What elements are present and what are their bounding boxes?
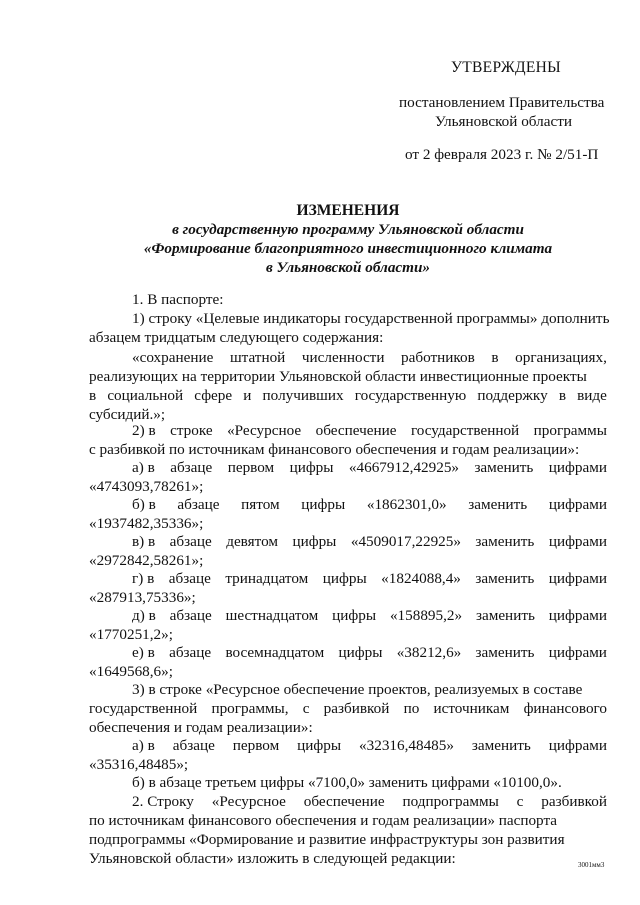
document-subtitle-2: «Формирование благоприятного инвестиционного климата bbox=[143, 240, 553, 257]
body-word: численности bbox=[301, 349, 385, 366]
body-word: разбивкой bbox=[323, 700, 390, 717]
body-word: «сохранение bbox=[132, 349, 214, 366]
body-word: восемнадцатом bbox=[225, 644, 325, 661]
body-word: абзаце bbox=[172, 737, 215, 754]
body-word: цифры bbox=[301, 496, 346, 513]
body-line bbox=[89, 625, 173, 645]
body-word: шестнадцатом bbox=[225, 607, 319, 624]
body-word: цифрами bbox=[548, 644, 607, 661]
body-line bbox=[89, 588, 196, 608]
body-word: б) в абзаце третьем цифры «7100,0» заменить цифрами «10100,0». bbox=[132, 774, 562, 791]
body-line bbox=[132, 792, 607, 812]
body-line bbox=[89, 662, 173, 682]
body-word: «38212,6» bbox=[396, 644, 462, 661]
body-word: Ульяновской области» изложить в следующей редакции: bbox=[89, 850, 456, 867]
body-word: цифрами bbox=[548, 570, 607, 587]
body-line bbox=[132, 569, 607, 589]
body-word: д) в bbox=[132, 607, 156, 624]
body-word: цифрами bbox=[548, 533, 607, 550]
body-word: 1) строку «Целевые индикаторы государственной программы» дополнить bbox=[132, 310, 610, 327]
body-word: с bbox=[302, 700, 310, 717]
body-word: штатной bbox=[229, 349, 286, 366]
body-word: б) в bbox=[132, 496, 156, 513]
body-word: с разбивкой по источникам финансового обеспечения и годам реализации»: bbox=[89, 441, 580, 458]
body-word: обеспечения и годам реализации»: bbox=[89, 719, 313, 736]
body-word: цифрами bbox=[548, 737, 607, 754]
body-word: заменить bbox=[471, 737, 531, 754]
body-word: первом bbox=[232, 737, 280, 754]
body-word: абзацем тридцатым следующего содержания: bbox=[89, 329, 384, 346]
body-word: заменить bbox=[475, 644, 535, 661]
body-word: в bbox=[558, 387, 566, 404]
body-word: 1. В паспорте: bbox=[132, 291, 224, 308]
approval-line-2: Ульяновской области bbox=[435, 113, 572, 130]
body-word: цифры bbox=[322, 570, 367, 587]
body-word: «1862301,0» bbox=[366, 496, 447, 513]
body-word: подпрограммы bbox=[402, 793, 499, 810]
body-line bbox=[89, 830, 607, 850]
body-word: «158895,2» bbox=[389, 607, 463, 624]
body-word: государственную bbox=[354, 387, 467, 404]
document-title: ИЗМЕНЕНИЯ bbox=[296, 202, 400, 219]
body-line bbox=[132, 680, 607, 700]
body-word: «1649568,6»; bbox=[89, 663, 173, 680]
document-subtitle-3: в Ульяновской области» bbox=[265, 259, 431, 276]
body-word: государственной bbox=[89, 700, 198, 717]
body-word: в) в bbox=[132, 533, 156, 550]
approval-label: УТВЕРЖДЕНЫ bbox=[451, 59, 561, 76]
body-word: цифры bbox=[297, 737, 342, 754]
body-line bbox=[89, 328, 383, 348]
body-word: обеспечение bbox=[303, 793, 385, 810]
body-word: программы, bbox=[211, 700, 289, 717]
body-word: цифрами bbox=[548, 496, 607, 513]
body-word: абзаце bbox=[168, 570, 211, 587]
body-word: субсидий.»; bbox=[89, 406, 166, 423]
body-line bbox=[89, 811, 607, 831]
body-word: по источникам финансового обеспечения и годам реализации» паспорта bbox=[89, 812, 558, 829]
body-line bbox=[132, 421, 607, 441]
body-line bbox=[132, 348, 607, 368]
body-line bbox=[89, 699, 607, 719]
body-word: абзаце bbox=[169, 533, 212, 550]
body-word: «4667912,42925» bbox=[348, 459, 460, 476]
body-line bbox=[89, 514, 203, 534]
body-line bbox=[89, 367, 607, 387]
body-word: и bbox=[243, 387, 252, 404]
body-word: «2972842,58261»; bbox=[89, 552, 204, 569]
body-word: виде bbox=[577, 387, 607, 404]
body-word: 3) в строке «Ресурсное обеспечение проектов, реализуемых в составе bbox=[132, 681, 583, 698]
body-word: цифры bbox=[338, 644, 383, 661]
body-line bbox=[132, 290, 223, 310]
body-line bbox=[89, 440, 579, 460]
body-word: девятом bbox=[226, 533, 278, 550]
body-line bbox=[89, 755, 188, 775]
body-line bbox=[89, 551, 203, 571]
body-word: 2. Строку bbox=[132, 793, 194, 810]
body-word: заменить bbox=[475, 533, 535, 550]
body-line bbox=[132, 495, 607, 515]
body-word: 2) в bbox=[132, 422, 156, 439]
body-word: строке bbox=[170, 422, 213, 439]
body-word: заменить bbox=[475, 607, 535, 624]
body-word: «287913,75336»; bbox=[89, 589, 196, 606]
body-word: тринадцатом bbox=[225, 570, 309, 587]
body-word: цифрами bbox=[548, 459, 607, 476]
body-line bbox=[89, 849, 456, 869]
body-word: «35316,48485»; bbox=[89, 756, 189, 773]
body-line bbox=[132, 458, 607, 478]
body-word: заменить bbox=[475, 570, 535, 587]
body-word: абзаце bbox=[169, 644, 212, 661]
footer-code: 3001мм3 bbox=[578, 861, 605, 869]
body-word: поддержку bbox=[477, 387, 548, 404]
body-word: «1937482,35336»; bbox=[89, 515, 204, 532]
body-word: получивших bbox=[262, 387, 344, 404]
body-word: организациях, bbox=[515, 349, 607, 366]
body-line bbox=[132, 532, 607, 552]
body-word: цифры bbox=[292, 533, 337, 550]
document-subtitle-1: в государственную программу Ульяновской области bbox=[172, 221, 524, 238]
body-word: разбивкой bbox=[541, 793, 607, 810]
body-word: обеспечение bbox=[315, 422, 397, 439]
body-line bbox=[89, 477, 203, 497]
body-word: реализующих на территории Ульяновской области инвестиционные проекты bbox=[89, 368, 587, 385]
body-word: по bbox=[403, 700, 420, 717]
body-word: абзаце bbox=[170, 459, 213, 476]
body-word: г) в bbox=[132, 570, 155, 587]
body-line bbox=[132, 736, 607, 756]
body-word: цифрами bbox=[548, 607, 607, 624]
body-word: государственной bbox=[410, 422, 520, 439]
body-line bbox=[132, 309, 610, 329]
body-word: абзаце bbox=[177, 496, 220, 513]
body-word: «Ресурсное bbox=[227, 422, 302, 439]
body-line bbox=[89, 386, 607, 406]
body-line bbox=[132, 606, 607, 626]
body-word: заменить bbox=[468, 496, 528, 513]
body-word: работников bbox=[401, 349, 475, 366]
body-word: е) в bbox=[132, 644, 155, 661]
body-word: сфере bbox=[194, 387, 233, 404]
body-word: финансового bbox=[523, 700, 607, 717]
body-word: цифры bbox=[332, 607, 377, 624]
body-word: цифры bbox=[289, 459, 334, 476]
body-line bbox=[132, 773, 562, 793]
body-word: социальной bbox=[107, 387, 184, 404]
body-word: а) в bbox=[132, 737, 155, 754]
body-word: «4509017,22925» bbox=[350, 533, 461, 550]
body-word: подпрограммы «Формирование и развитие инфраструктуры зон развития bbox=[89, 831, 565, 848]
body-word: заменить bbox=[474, 459, 534, 476]
body-word: «1824088,4» bbox=[381, 570, 461, 587]
body-word: «Ресурсное bbox=[211, 793, 286, 810]
body-line bbox=[132, 643, 607, 663]
body-word: первом bbox=[227, 459, 275, 476]
body-word: с bbox=[516, 793, 524, 810]
approval-date: от 2 февраля 2023 г. № 2/51-П bbox=[405, 146, 599, 163]
body-word: «1770251,2»; bbox=[89, 626, 173, 643]
body-word: «4743093,78261»; bbox=[89, 478, 204, 495]
body-word: «32316,48485» bbox=[359, 737, 454, 754]
body-line bbox=[89, 718, 313, 738]
approval-line-1: постановлением Правительства bbox=[399, 94, 605, 111]
body-word: а) в bbox=[132, 459, 155, 476]
body-word: абзаце bbox=[169, 607, 212, 624]
body-word: в bbox=[491, 349, 499, 366]
body-word: в bbox=[89, 387, 97, 404]
body-word: пятом bbox=[241, 496, 280, 513]
body-word: источникам bbox=[433, 700, 510, 717]
body-word: программы bbox=[533, 422, 607, 439]
